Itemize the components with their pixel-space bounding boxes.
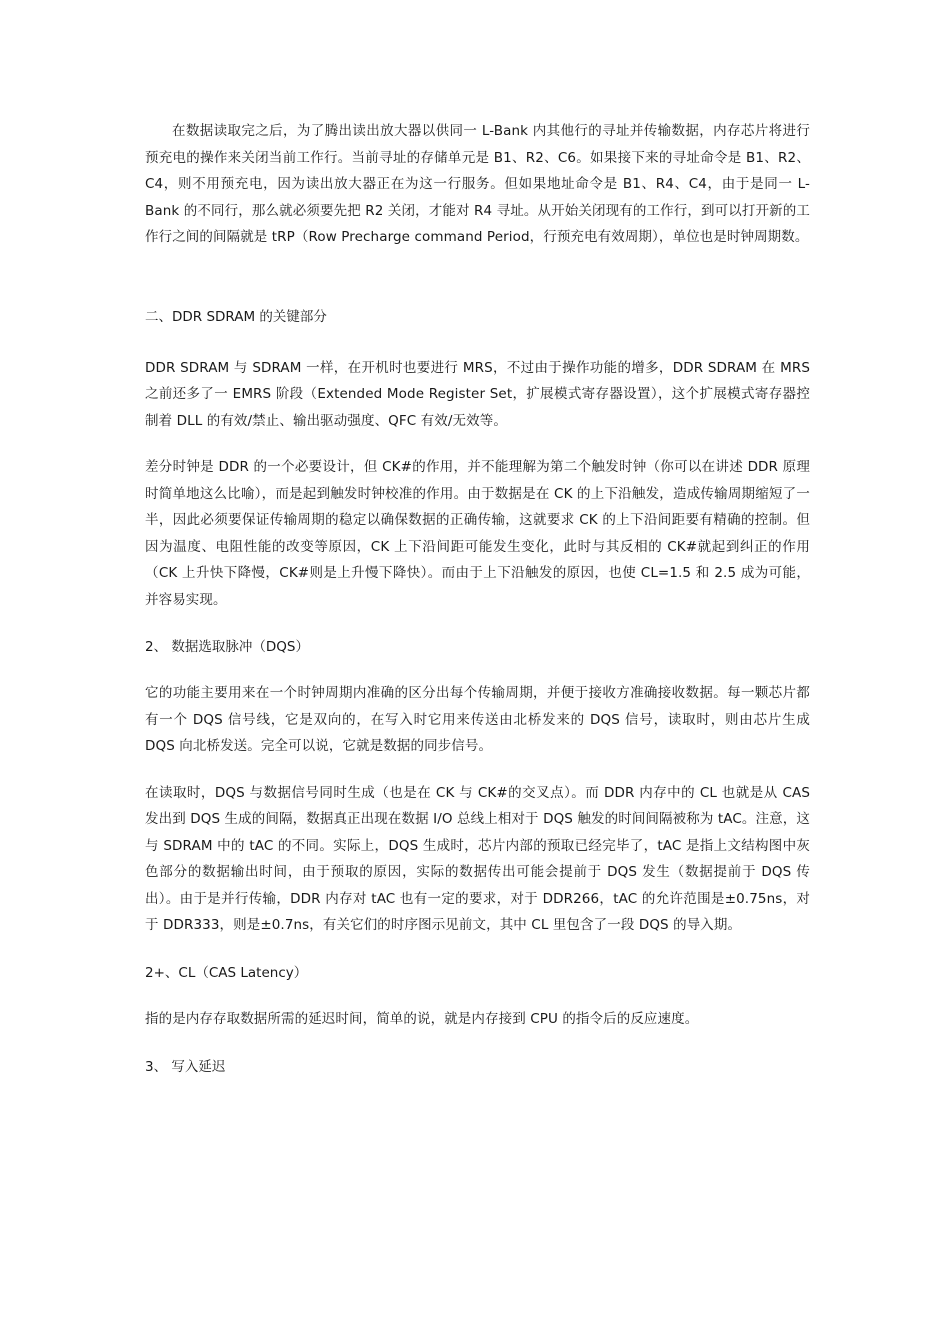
paragraph-cas-latency: 指的是内存存取数据所需的延迟时间，简单的说，就是内存接到 CPU 的指令后的反应速度。 [145,1010,699,1027]
heading-dqs: 2、 数据选取脉冲（DQS） [145,639,309,655]
document-page [145,118,810,1080]
paragraph-differential-clock: 差分时钟是 DDR 的一个必要设计，但 CK#的作用，并不能理解为第二个触发时钟（你可以在讲述 DDR 原理时简单地这么比喻），而是起到触发时钟校准的作用。由于数据是在 CK 的上下沿触发，造成传输周期缩短了一半，因此必须要保证传输周期的稳定以确保数据的正确传输，这就要求 CK 的上下沿间距要有精确的控制。但因为温度、电阻性能的改变等原因，CK 上下沿间距可能发生变化，此时与其反相的 CK#就起到纠正的作用（CK 上升快下降慢，CK#则是上升慢下降快）。而由于上下沿触发的原因，也使 CL=1.5 和 2.5 成为可能，并容易实现。 [145,459,810,608]
heading-write-latency: 3、 写入延迟 [145,1059,226,1075]
paragraph-mrs-emrs: DDR SDRAM 与 SDRAM 一样，在开机时也要进行 MRS，不过由于操作功能的增多，DDR SDRAM 在 MRS 之前还多了一 EMRS 阶段（Extended Mode Register Set，扩展模式寄存器设置），这个扩展模式寄存器控制着 DLL 的有效/禁止、输出驱动强度、QFC 有效/无效等。 [145,359,810,429]
section-heading-ddr-key-parts: 二、DDR SDRAM 的关键部分 [145,308,327,325]
heading-cas-latency: 2+、CL（CAS Latency） [145,964,308,981]
paragraph-precharge: 在数据读取完之后，为了腾出读出放大器以供同一 L-Bank 内其他行的寻址并传输数据，内存芯片将进行预充电的操作来关闭当前工作行。当前寻址的存储单元是 B1、R2、C6。如果接下来的寻址命令是 B1、R2、C4，则不用预充电，因为读出放大器正在为这一行服务。但如果地址命令是 B1、R4、C4，由于是同一 L-Bank 的不同行，那么就必须要先把 R2 关闭，才能对 R4 寻址。从开始关闭现有的工作行，到可以打开新的工作行之间的间隔就是 tRP（Row Precharge command Period，行预充电有效周期），单位也是时钟周期数。 [145,123,810,245]
paragraph-dqs-read-tac: 在读取时，DQS 与数据信号同时生成（也是在 CK 与 CK#的交叉点）。而 DDR 内存中的 CL 也就是从 CAS 发出到 DQS 生成的间隔，数据真正出现在数据 I/O 总线上相对于 DQS 触发的时间间隔被称为 tAC。注意，这与 SDRAM 中的 tAC 的不同。实际上，DQS 生成时，芯片内部的预取已经完毕了，tAC 是指上文结构图中灰色部分的数据输出时间，由于预取的原因，实际的数据传出可能会提前于 DQS 发生（数据提前于 DQS 传出）。由于是并行传输，DDR 内存对 tAC 也有一定的要求，对于 DDR266，tAC 的允许范围是±0.75ns，对于 DDR333，则是±0.7ns，有关它们的时序图示见前文，其中 CL 里包含了一段 DQS 的导入期。 [145,784,810,933]
paragraph-dqs-function: 它的功能主要用来在一个时钟周期内准确的区分出每个传输周期，并便于接收方准确接收数据。每一颗芯片都有一个 DQS 信号线，它是双向的，在写入时它用来传送由北桥发来的 DQS 信号，读取时，则由芯片生成 DQS 向北桥发送。完全可以说，它就是数据的同步信号。 [145,685,810,754]
